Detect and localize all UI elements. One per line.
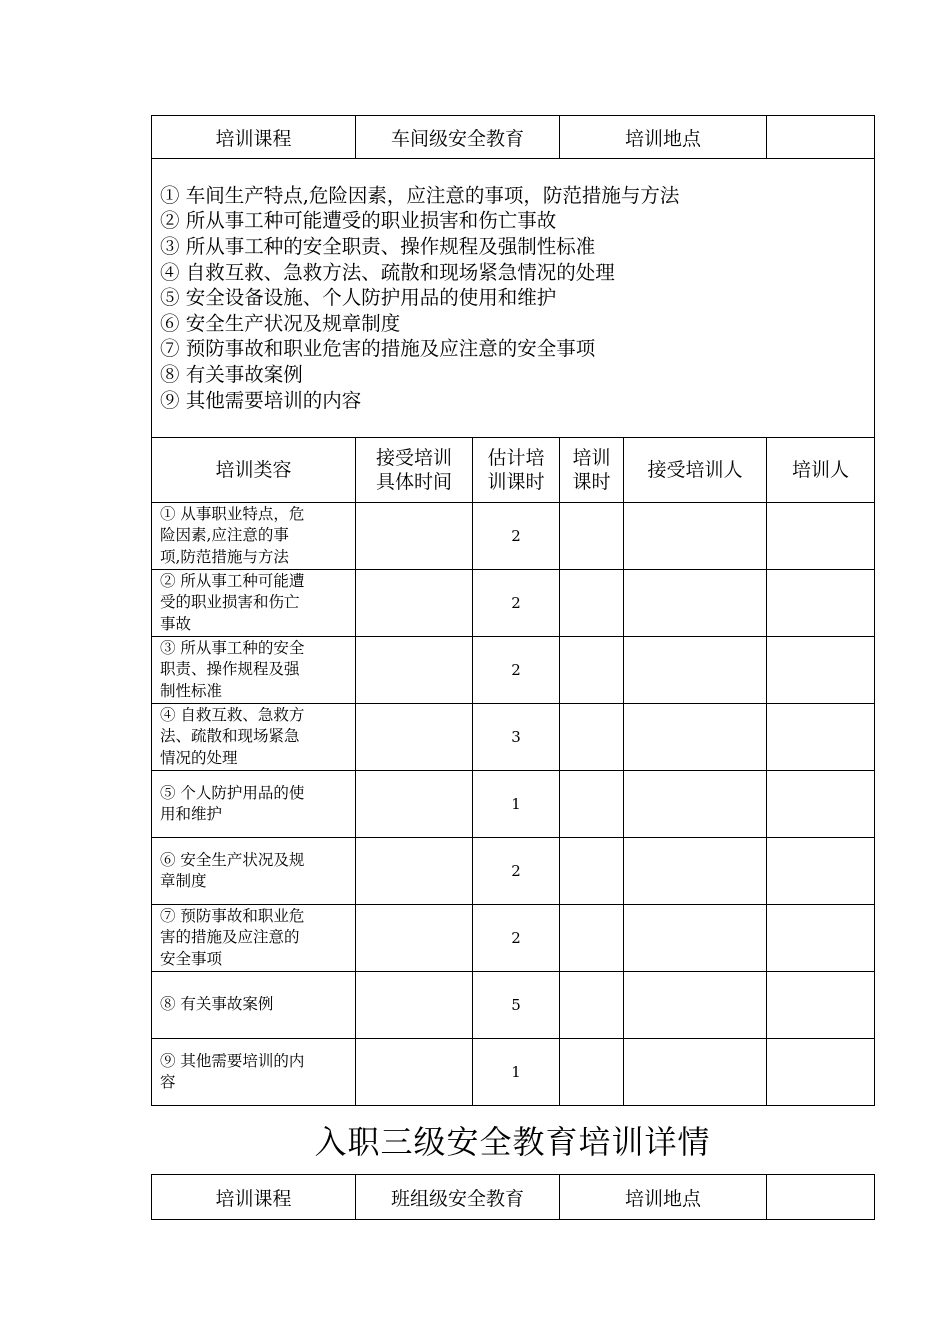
specific-time-cell (356, 637, 473, 704)
specific-time-cell (356, 503, 473, 570)
item-line: 法、疏散和现场紧急 (160, 727, 300, 746)
item-cell (152, 570, 356, 637)
trainer-cell (767, 838, 875, 905)
item-line: 害的措施及应注意的 (160, 928, 300, 947)
trainer-cell (767, 704, 875, 771)
content-line: ② 所从事工种可能遭受的职业损害和伤亡事故 (160, 209, 557, 233)
location-value (767, 1175, 875, 1220)
training-hours-cell (560, 838, 624, 905)
item-cell (152, 838, 356, 905)
col-hours-line2: 课时 (572, 471, 611, 493)
trainee-cell (624, 637, 767, 704)
col-estimated-line1: 估计培 (487, 447, 545, 469)
item-line: ④ 自救互救、急救方 (160, 705, 305, 724)
content-line: ⑥ 安全生产状况及规章制度 (160, 311, 401, 335)
content-summary-row (152, 159, 875, 438)
item-line: 容 (160, 1073, 176, 1091)
specific-time-cell (356, 905, 473, 972)
course-value: 班组级安全教育 (356, 1175, 560, 1220)
estimated-hours-cell: 2 (473, 637, 560, 704)
trainer-cell (767, 1039, 875, 1106)
trainee-cell (624, 972, 767, 1039)
item-cell (152, 905, 356, 972)
workshop-training-table (151, 115, 875, 1106)
table-row (152, 771, 875, 838)
item-cell (152, 637, 356, 704)
item-cell (152, 771, 356, 838)
item-line: ⑨ 其他需要培训的内 (160, 1051, 305, 1070)
item-line: 职责、操作规程及强 (160, 660, 300, 679)
item-line: ⑦ 预防事故和职业危 (160, 906, 305, 925)
col-estimated-hours (473, 438, 560, 503)
item-line: ③ 所从事工种的安全 (160, 638, 305, 657)
training-hours-cell (560, 905, 624, 972)
item-line: 用和维护 (160, 805, 223, 823)
col-specific-time-line2: 具体时间 (375, 471, 452, 493)
item-line: 项,防范措施与方法 (160, 547, 289, 566)
item-cell (152, 1039, 356, 1106)
col-specific-time (356, 438, 473, 503)
trainer-cell (767, 905, 875, 972)
estimated-hours-cell: 2 (473, 570, 560, 637)
table-row (152, 704, 875, 771)
content-line: ③ 所从事工种的安全职责、操作规程及强制性标准 (160, 235, 596, 259)
item-line: ① 从事职业特点，危 (160, 504, 305, 523)
trainee-cell (624, 1039, 767, 1106)
specific-time-cell (356, 1039, 473, 1106)
item-line: 受的职业损害和伤亡 (160, 593, 300, 612)
trainee-cell (624, 905, 767, 972)
item-cell (152, 704, 356, 771)
col-specific-time-line1: 接受培训 (375, 447, 452, 469)
trainee-cell (624, 503, 767, 570)
location-label: 培训地点 (560, 116, 767, 159)
item-cell (152, 972, 356, 1039)
specific-time-cell (356, 972, 473, 1039)
content-line: ⑦ 预防事故和职业危害的措施及应注意的安全事项 (160, 337, 596, 361)
item-line: ⑧ 有关事故案例 (160, 995, 274, 1014)
estimated-hours-cell: 1 (473, 1039, 560, 1106)
training-hours-cell (560, 503, 624, 570)
specific-time-cell (356, 771, 473, 838)
estimated-hours-cell: 3 (473, 704, 560, 771)
item-line: ⑥ 安全生产状况及规 (160, 850, 305, 869)
item-line: 情况的处理 (160, 748, 238, 767)
content-line: ④ 自救互救、急救方法、疏散和现场紧急情况的处理 (160, 260, 615, 284)
item-line: 安全事项 (160, 949, 223, 968)
estimated-hours-cell: 1 (473, 771, 560, 838)
team-training-table (151, 1174, 875, 1220)
training-hours-cell (560, 972, 624, 1039)
content-line: ⑧ 有关事故案例 (160, 362, 303, 386)
content-summary (152, 159, 875, 438)
specific-time-cell (356, 704, 473, 771)
content-line: ① 车间生产特点,危险因素，应注意的事项，防范措施与方法 (160, 183, 680, 207)
training-hours-cell (560, 570, 624, 637)
course-header-row (152, 1175, 875, 1220)
training-hours-cell (560, 704, 624, 771)
trainee-cell (624, 771, 767, 838)
specific-time-cell (356, 838, 473, 905)
course-label: 培训课程 (152, 1175, 356, 1220)
item-line: 制性标准 (160, 681, 223, 700)
col-trainee: 接受培训人 (624, 438, 767, 503)
content-line: ⑨ 其他需要培训的内容 (160, 388, 362, 412)
col-estimated-line2: 训课时 (487, 471, 545, 493)
item-line: 险因素,应注意的事 (160, 526, 289, 545)
table-row (152, 972, 875, 1039)
trainee-cell (624, 838, 767, 905)
table-row (152, 1039, 875, 1106)
course-value: 车间级安全教育 (356, 116, 560, 159)
table-row (152, 905, 875, 972)
item-line: 事故 (160, 614, 192, 633)
table-row (152, 503, 875, 570)
table-row (152, 838, 875, 905)
table-row (152, 570, 875, 637)
trainer-cell (767, 570, 875, 637)
specific-time-cell (356, 570, 473, 637)
page-title: 入职三级安全教育培训详情 (314, 1123, 711, 1161)
estimated-hours-cell: 2 (473, 905, 560, 972)
item-cell (152, 503, 356, 570)
estimated-hours-cell: 5 (473, 972, 560, 1039)
trainer-cell (767, 771, 875, 838)
column-header-row (152, 438, 875, 503)
course-header-row (152, 116, 875, 159)
item-line: ② 所从事工种可能遭 (160, 571, 305, 590)
location-label: 培训地点 (560, 1175, 767, 1220)
table-row (152, 637, 875, 704)
trainer-cell (767, 972, 875, 1039)
training-hours-cell (560, 1039, 624, 1106)
trainer-cell (767, 503, 875, 570)
col-content: 培训类容 (152, 438, 356, 503)
item-line: 章制度 (160, 872, 207, 890)
trainer-cell (767, 637, 875, 704)
col-trainer: 培训人 (767, 438, 875, 503)
trainee-cell (624, 704, 767, 771)
item-line: ⑤ 个人防护用品的使 (160, 783, 305, 802)
course-label: 培训课程 (152, 116, 356, 159)
training-hours-cell (560, 771, 624, 838)
location-value (767, 116, 875, 159)
content-line: ⑤ 安全设备设施、个人防护用品的使用和维护 (160, 286, 557, 310)
trainee-cell (624, 570, 767, 637)
training-hours-cell (560, 637, 624, 704)
estimated-hours-cell: 2 (473, 503, 560, 570)
col-training-hours (560, 438, 624, 503)
col-hours-line1: 培训 (572, 447, 611, 469)
estimated-hours-cell: 2 (473, 838, 560, 905)
